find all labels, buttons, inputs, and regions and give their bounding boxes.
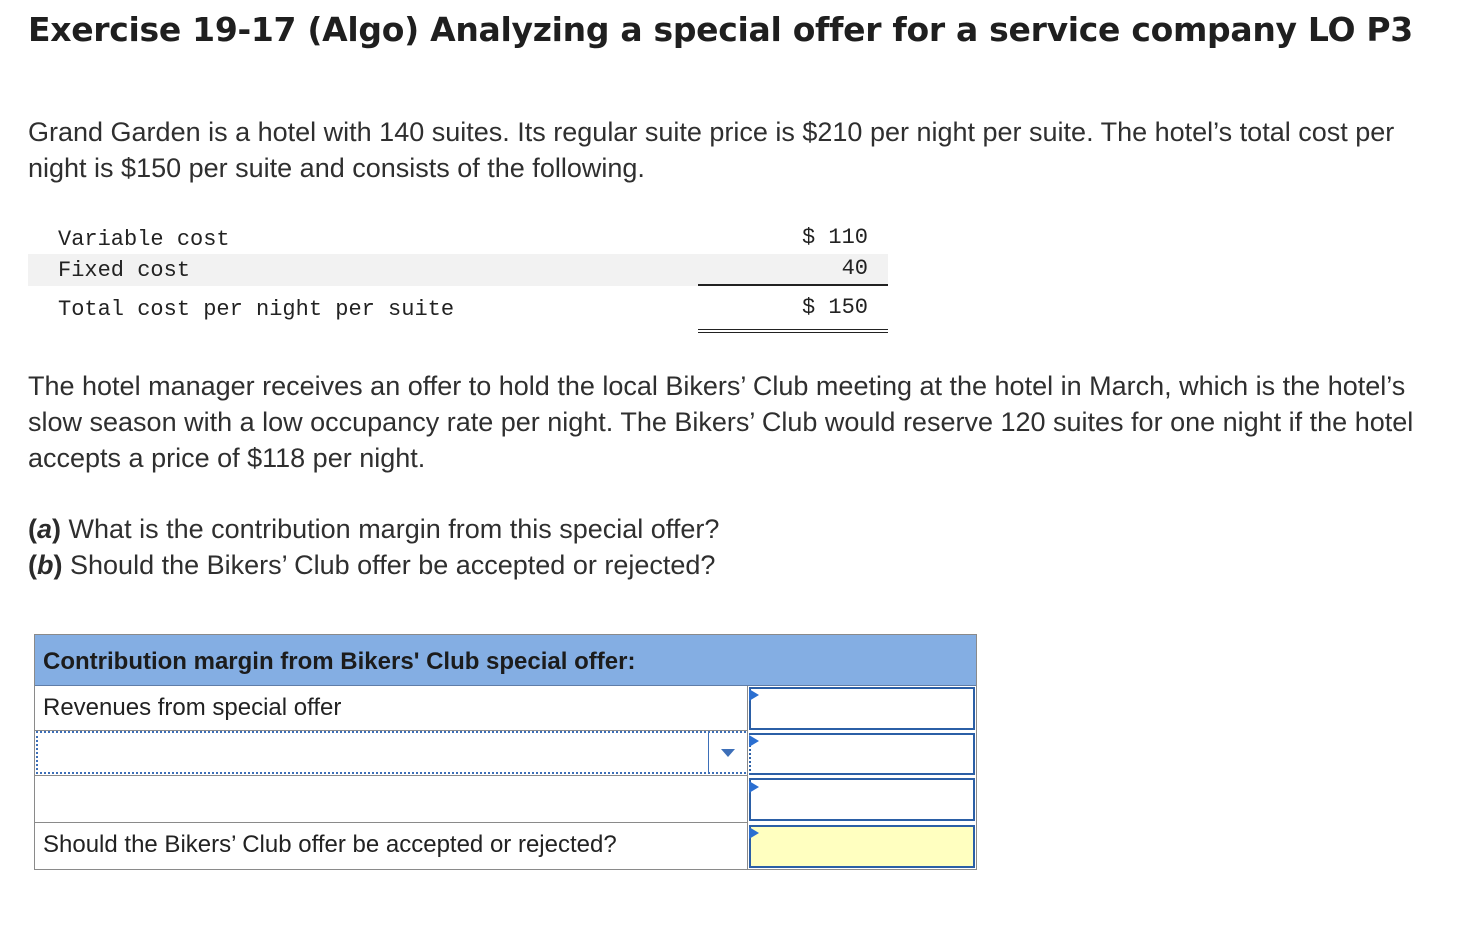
question-a: (a) What is the contribution margin from this special offer? <box>28 514 720 544</box>
revenues-input[interactable] <box>749 687 975 730</box>
dropdown-button[interactable] <box>708 733 746 772</box>
cost-label: Variable cost <box>58 227 230 252</box>
exercise-title: Exercise 19-17 (Algo) Analyzing a special offer for a service company LO P3 <box>28 10 1413 49</box>
cost-row-fixed <box>28 254 888 286</box>
cost-row-variable <box>28 223 888 255</box>
cost-value: $ 150 <box>698 295 888 333</box>
revenues-row <box>35 686 747 731</box>
account-select[interactable] <box>36 731 746 774</box>
margin-row <box>35 776 747 823</box>
cost-value: 40 <box>698 256 888 286</box>
column-divider <box>747 686 748 869</box>
contribution-margin-input[interactable] <box>749 778 975 821</box>
flag-icon <box>749 827 759 839</box>
decision-label: Should the Bikers’ Club offer be accepted or rejected? <box>43 831 617 858</box>
flag-icon <box>749 781 759 793</box>
decision-row <box>35 823 747 870</box>
questions <box>28 511 1228 583</box>
flag-icon <box>749 689 759 701</box>
flag-icon <box>749 735 759 747</box>
cost-value: $ 110 <box>801 225 868 250</box>
revenues-label: Revenues from special offer <box>43 694 342 721</box>
question-b: (b) Should the Bikers’ Club offer be accepted or rejected? <box>28 550 716 580</box>
answer-table <box>34 634 977 870</box>
cost-label: Fixed cost <box>58 258 191 283</box>
decision-input[interactable] <box>749 825 975 868</box>
answer-table-header: Contribution margin from Bikers' Club special offer: <box>35 635 976 686</box>
cost-input[interactable] <box>749 733 975 775</box>
cost-label: Total cost per night per suite <box>58 297 455 322</box>
offer-paragraph: The hotel manager receives an offer to hold the local Bikers’ Club meeting at the hotel in March, which is the hotel’s slow season with a low occupancy rate per night. The Bikers’ Club would reserve 120 suites for one night if the hotel accepts a price of $118 per night. <box>28 371 1414 473</box>
intro-paragraph: Grand Garden is a hotel with 140 suites. Its regular suite price is $210 per night per suite. The hotel’s total cost per night is $150 per suite and consists of the following. <box>28 117 1395 183</box>
cost-row-total <box>28 293 888 325</box>
chevron-down-icon <box>721 749 735 757</box>
